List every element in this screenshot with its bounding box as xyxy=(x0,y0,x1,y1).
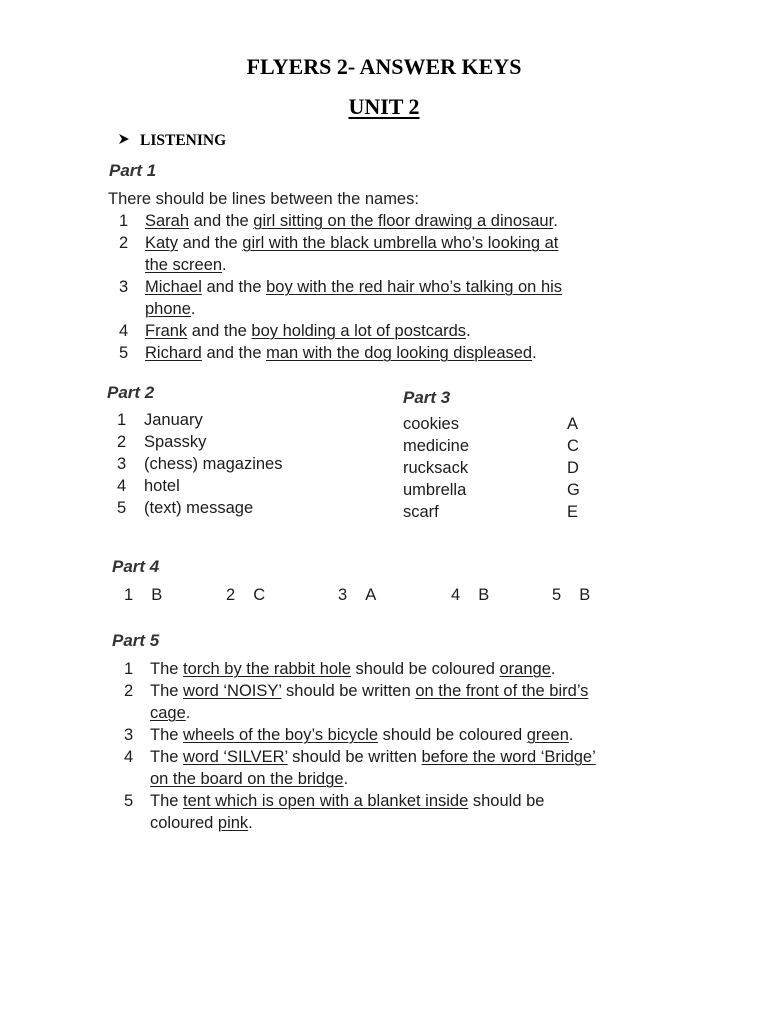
item-answer: B xyxy=(579,586,591,604)
item-number: 1 xyxy=(124,586,134,604)
document-title: FLYERS 2- ANSWER KEYS xyxy=(246,54,522,79)
item-number: 2 xyxy=(117,433,127,451)
connector-text: and the xyxy=(178,234,243,252)
part3-item xyxy=(403,413,580,435)
part3-item xyxy=(403,435,580,457)
part4-item xyxy=(338,586,376,605)
item-word: scarf xyxy=(403,503,439,521)
end-punct: . xyxy=(553,212,558,230)
answer-description: girl sitting on the floor drawing a dinosaur xyxy=(253,212,554,230)
part2-item xyxy=(117,497,282,519)
part1-item xyxy=(119,276,585,320)
answer-description: man with the dog looking displeased xyxy=(266,344,533,362)
part1-item xyxy=(119,232,585,276)
part2-list xyxy=(117,409,282,519)
lead-text: The xyxy=(150,682,184,700)
answer-description: boy holding a lot of postcards xyxy=(251,322,467,340)
item-number: 2 xyxy=(119,234,129,252)
part1-item xyxy=(119,342,585,364)
connector-text: should be coloured xyxy=(150,792,545,832)
answer-action: on the front of the bird’s cage xyxy=(150,682,589,722)
item-number: 3 xyxy=(119,278,129,296)
part5-item xyxy=(124,746,604,790)
connector-text: and the xyxy=(187,322,252,340)
item-number: 3 xyxy=(124,726,134,744)
part1-heading: Part 1 xyxy=(109,161,157,180)
connector-text: and the xyxy=(201,344,267,362)
item-letter: G xyxy=(567,481,580,499)
item-number: 2 xyxy=(124,682,134,700)
part2-item xyxy=(117,453,282,475)
answer-action: pink xyxy=(217,814,249,832)
answer-object: wheels of the boy’s bicycle xyxy=(183,726,379,744)
part5-heading: Part 5 xyxy=(112,631,160,650)
end-punct: . xyxy=(343,770,349,788)
item-number: 4 xyxy=(124,748,134,766)
lead-text: The xyxy=(150,748,184,766)
arrow-bullet-icon xyxy=(118,133,132,149)
end-punct: . xyxy=(568,726,574,744)
part4-answers xyxy=(0,586,768,610)
answer-description: girl with the black umbrella who’s looking at the screen xyxy=(145,234,559,274)
answer-text: Spassky xyxy=(144,433,207,451)
answer-object: torch by the rabbit hole xyxy=(183,660,351,678)
part1-intro: There should be lines between the names: xyxy=(108,190,419,208)
item-number: 1 xyxy=(124,660,134,678)
answer-action: orange xyxy=(499,660,551,678)
part5-item xyxy=(124,680,604,724)
answer-object: word ‘SILVER’ xyxy=(183,748,288,766)
item-answer: A xyxy=(365,586,377,604)
end-punct: . xyxy=(466,322,471,340)
lead-text: The xyxy=(150,660,184,678)
answer-text: (text) message xyxy=(144,499,254,517)
part4-item xyxy=(124,586,162,605)
answer-object: word ‘NOISY’ xyxy=(183,682,282,700)
end-punct: . xyxy=(550,660,556,678)
unit-title: UNIT 2 xyxy=(348,94,420,119)
item-number: 5 xyxy=(552,586,562,604)
item-answer: C xyxy=(253,586,266,604)
item-number: 4 xyxy=(451,586,461,604)
answer-text: hotel xyxy=(144,477,180,495)
answer-name: Michael xyxy=(145,278,202,296)
item-word: umbrella xyxy=(403,481,467,499)
answer-name: Katy xyxy=(145,234,179,252)
item-number: 5 xyxy=(124,792,134,810)
item-number: 5 xyxy=(117,499,127,517)
item-number: 4 xyxy=(117,477,127,495)
item-answer: B xyxy=(151,586,163,604)
end-punct: . xyxy=(532,344,537,362)
part4-item xyxy=(451,586,489,605)
part1-list xyxy=(119,210,585,364)
part4-item xyxy=(226,586,265,605)
part1-item xyxy=(119,210,585,232)
part2-heading: Part 2 xyxy=(107,383,155,402)
end-punct: . xyxy=(222,256,227,274)
item-number: 3 xyxy=(338,586,348,604)
end-punct: . xyxy=(190,300,196,318)
part3-item xyxy=(403,457,580,479)
part4-heading: Part 4 xyxy=(112,557,160,576)
item-letter: C xyxy=(567,437,579,455)
answer-name: Sarah xyxy=(145,212,190,230)
item-number: 2 xyxy=(226,586,236,604)
answer-text: (chess) magazines xyxy=(144,455,283,473)
answer-name: Richard xyxy=(145,344,202,362)
part3-heading: Part 3 xyxy=(403,388,451,407)
item-number: 1 xyxy=(117,411,127,429)
answer-text: January xyxy=(144,411,203,429)
item-number: 5 xyxy=(119,344,129,362)
section-heading-listening xyxy=(118,132,226,150)
part5-item xyxy=(124,658,604,680)
connector-text: should be written xyxy=(287,748,422,766)
end-punct: . xyxy=(248,814,253,832)
part5-list xyxy=(124,658,604,834)
item-answer: B xyxy=(478,586,490,604)
item-word: rucksack xyxy=(403,459,469,477)
part3-item xyxy=(403,501,580,523)
item-word: medicine xyxy=(403,437,470,455)
part2-item xyxy=(117,431,282,453)
connector-text: and the xyxy=(201,278,267,296)
answer-object: tent which is open with a blanket inside xyxy=(183,792,469,810)
connector-text: and the xyxy=(189,212,254,230)
answer-action: green xyxy=(526,726,569,744)
item-number: 3 xyxy=(117,455,127,473)
item-letter: D xyxy=(567,459,579,477)
item-number: 1 xyxy=(119,212,129,230)
part4-item xyxy=(552,586,590,605)
item-word: cookies xyxy=(403,415,459,433)
connector-text: should be written xyxy=(281,682,416,700)
part1-item xyxy=(119,320,585,342)
connector-text: should be coloured xyxy=(350,660,500,678)
part5-item xyxy=(124,790,604,834)
lead-text: The xyxy=(150,726,184,744)
part2-item xyxy=(117,475,282,497)
part3-list xyxy=(403,413,580,523)
answer-name: Frank xyxy=(145,322,188,340)
part3-item xyxy=(403,479,580,501)
part5-item xyxy=(124,724,604,746)
section-heading-label: LISTENING xyxy=(140,132,227,149)
end-punct: . xyxy=(185,704,191,722)
answer-description: boy with the red hair who’s talking on his phone xyxy=(145,278,563,318)
part2-item xyxy=(117,409,282,431)
item-letter: E xyxy=(567,503,579,521)
answer-action: before the word ‘Bridge’ on the board on the bridge xyxy=(150,748,596,788)
lead-text: The xyxy=(150,792,184,810)
item-letter: A xyxy=(567,415,579,433)
connector-text: should be coloured xyxy=(378,726,527,744)
item-number: 4 xyxy=(119,322,129,340)
